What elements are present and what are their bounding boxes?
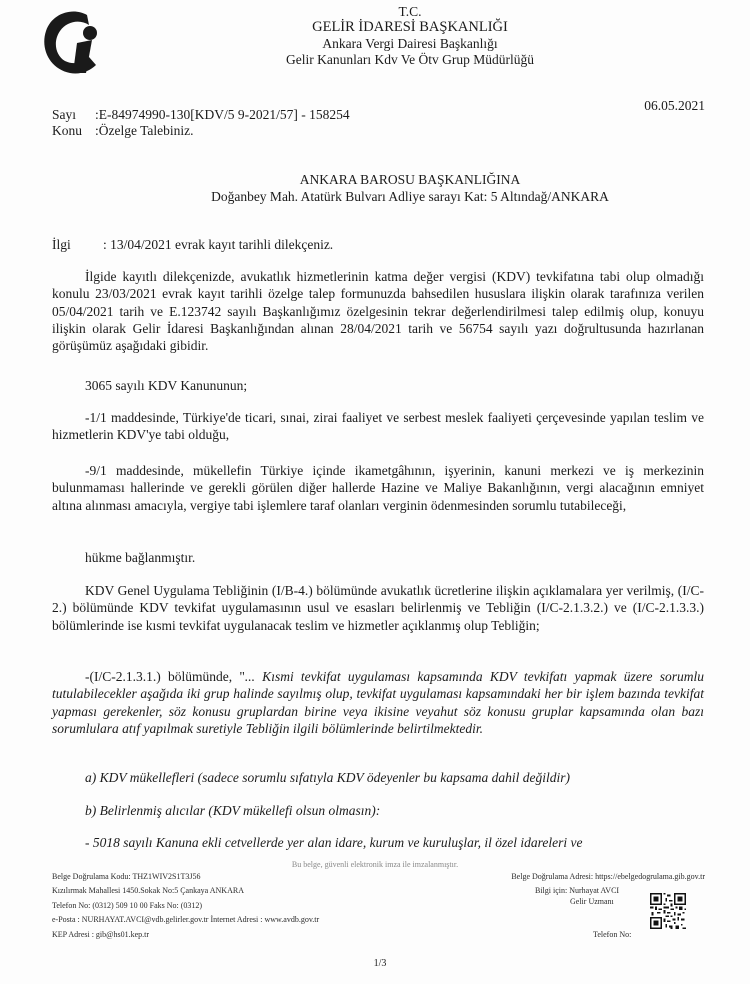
- footer-contact-person: Bilgi için: Nurhayat AVCI: [535, 886, 620, 895]
- konu-value: :Özelge Talebiniz.: [95, 123, 194, 138]
- footer-phone: Telefon No: (0312) 509 10 00 Faks No: (0312): [52, 901, 203, 910]
- footer-phone-right: Telefon No:: [593, 930, 632, 939]
- page-number: 1/3: [373, 958, 387, 969]
- footer-address: Kızılırmak Mahallesi 1450.Sokak No:5 Çankaya ANKARA: [52, 886, 244, 895]
- qr-code: [650, 893, 686, 929]
- body-paragraph-5: hükme bağlanmıştır.: [85, 550, 196, 565]
- recipient-name: ANKARA BAROSU BAŞKANLIĞINA: [299, 172, 521, 187]
- header-dept: Ankara Vergi Dairesi Başkanlığı: [322, 36, 498, 51]
- paragraph-7-quote: ... Kısmi tevkifat uygulaması kapsamında KDV tevkifatı yapmak üzere sorumlu tutulabilecekler aşağıda iki grup halinde sayılmış olup, tevkifat uygulaması kapsamındaki her bir işlem bazında tevkifat yapması gerekenler, söz konusu gruplardan birine veya ikisine veyahut söz konusu gruplar kapsamında olan bazı sorumlulara atıf yapılmak suretiyle Tebliğin ilgili bölümlerinde belirtilmektedir.: [52, 669, 704, 736]
- body-paragraph-4: -9/1 maddesinde, mükellefin Türkiye içinde ikametgâhının, işyerinin, kanuni merkezi ve iş merkezinin bulunmaması hallerinde ve gerekli görülen diğer hallerde Hazine ve Maliye Bakanlığının, vergi alacağının emniyet altına alınması amacıyla, vergiye tabi işlemlere taraf olanları verginin ödenmesinden sorumlu tutabileceği,: [52, 463, 704, 513]
- body-paragraph-7: [52, 668, 704, 737]
- gib-logo: [40, 9, 104, 75]
- esign-watermark: Bu belge, güvenli elektronik imza ile imzalanmıştır.: [291, 860, 459, 869]
- recipient-address: Doğanbey Mah. Atatürk Bulvarı Adliye sarayı Kat: 5 Altındağ/ANKARA: [211, 189, 609, 204]
- document-date: 06.05.2021: [644, 98, 705, 113]
- body-paragraph-2: 3065 sayılı KDV Kanununun;: [85, 378, 248, 393]
- ilgi-value: : 13/04/2021 evrak kayıt tarihli dilekçeniz.: [103, 237, 334, 252]
- body-paragraph-3: -1/1 maddesinde, Türkiye'de ticari, sınai, zirai faaliyet ve serbest meslek faaliyeti çerçevesinde yapılan teslim ve hizmetlerin KDV'ye tabi olduğu,: [52, 410, 704, 443]
- footer-verification-address: Belge Doğrulama Adresi: https://ebelgedogrulama.gib.gov.tr: [511, 872, 705, 881]
- paragraph-7-prefix: -(I/C-2.1.3.1.) bölümünde, ": [85, 669, 245, 684]
- body-paragraph-1: İlgide kayıtlı dilekçenizde, avukatlık hizmetlerinin katma değer vergisi (KDV) tevkifatına tabi olup olmadığı konulu 23/03/2021 evrak kayıt tarihli özelge talep formunuzda bahsedilen hususlara ilişkin olarak tarafınıza verilen 05/04/2021 tarih ve E.123742 sayılı Başkanlığımız özelgesinin tekrar değerlendirilmesi talep edilmiş olup, konuyu ilişkin olarak Gelir İdaresi Başkanlığından alınan 28/04/2021 tarih ve 56754 sayılı yazı doğrultusunda hazırlanan görüşümüz aşağıdaki gibidir.: [52, 269, 704, 354]
- body-item-b: b) Belirlenmiş alıcılar (KDV mükellefi olsun olmasın):: [85, 803, 381, 818]
- body-paragraph-6: KDV Genel Uygulama Tebliğinin (I/B-4.) bölümünde avukatlık ücretlerine ilişkin açıklamalara yer verilmiş, (I/C-2.) bölümünde KDV tevkifat uygulamasının usul ve esasları belirlenmiş ve Tebliğin (I/C-2.1.3.2.) ve (I/C-2.1.3.3.) bölümlerinde ise kısmi tevkifat uygulanacak teslim ve hizmetler açıklanmış olup Tebliğin;: [52, 583, 704, 633]
- header-tc: T.C.: [398, 4, 422, 19]
- konu-label: Konu: [52, 123, 82, 138]
- footer-kep: KEP Adresi : gib@hs01.kep.tr: [52, 930, 150, 939]
- header-unit: Gelir Kanunları Kdv Ve Ötv Grup Müdürlüğü: [286, 52, 534, 67]
- footer-email: e-Posta : NURHAYAT.AVCI@vdb.gelirler.gov.tr İnternet Adresi : www.avdb.gov.tr: [52, 915, 320, 924]
- body-item-a: a) KDV mükellefleri (sadece sorumlu sıfatıyla KDV ödeyenler bu kapsama dahil değildir): [85, 770, 571, 785]
- footer-title: Gelir Uzmanı: [570, 897, 614, 906]
- sayi-value: :E-84974990-130[KDV/5 9-2021/57] - 158254: [95, 107, 350, 122]
- body-item-dash: - 5018 sayılı Kanuna ekli cetvellerde yer alan idare, kurum ve kuruluşlar, il özel idareleri ve: [85, 835, 583, 850]
- ilgi-label: İlgi: [52, 237, 71, 252]
- sayi-label: Sayı: [52, 107, 77, 122]
- header-org: GELİR İDARESİ BAŞKANLIĞI: [312, 19, 508, 35]
- footer-verification-code: Belge Doğrulama Kodu: THZ1WIV2S1T3J56: [52, 872, 201, 881]
